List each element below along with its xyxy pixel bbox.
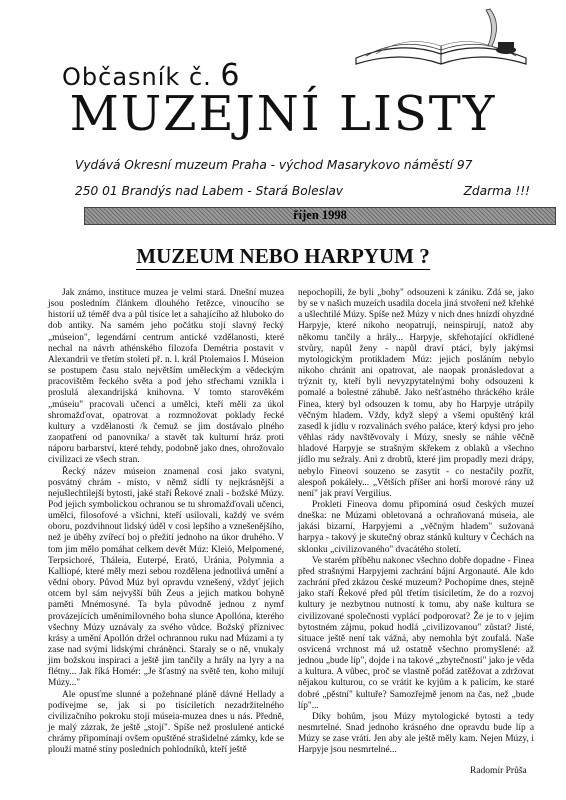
masthead-area	[0, 0, 566, 240]
paragraph: Jak známo, instituce muzea je velmi stará. Dnešní muzea jsou posledním článkem dlouhého řetězce, vinoucího se historií už téměř dva a půl tisíce let a sahajícího až hluboko do dob antiky. Na samém jeho počátku stojí slavný řecký „múseion", legendární centrum antické vzdělanosti, které nechal na návrh athénského filozofa Demétria postavit v Alexandrii ve třetím století př. n. l. král Ptolemaios I. Múseion se postupem času stalo největším uměleckým a vědeckým pracovištěm řeckého světa a pod jeho střechami vznikla i proslulá alexandrijská knihovna. V tomto starověkém „múseiu" pracovali učenci a umělci, kteří měli za úkol shromažďovat, opatrovat a rozmnožovat poklady řecké kultury a vzdělanosti /k čemuž se jim dostávalo plného zaopatření od panovníka/ a stavět tak kulturní hráz proti náporu barbarství, které tehdy, podobně jako dnes, ohrožovalo civilizaci ze všech stran.	[48, 288, 284, 466]
masthead-title: MUZEJNÍ LISTY	[69, 86, 497, 142]
paragraph: nepochopili, že byli „bohy" odsouzeni k zániku. Zdá se, jako by se v našich muzeích usadila docela jiná stvoření než křehké a ušlechtilé Múzy. Spíše než Múzy v nich dnes hnízdí ohyzdné Harpyje, které nikoho neopatrují, neinspirují, natož aby někomu tančily a hrály... Harpyje, skřehotající okřídlené stvůry, napůl ženy - napůl draví ptáci, byly jakýmsi mytologickým protikladem Múz: jejich posláním nebylo nikoho chránit ani opatrovat, ale naopak pronásledovat a trýznit ty, kteří byli nevyzpytatelnými bohy odsouzeni k pomalé a bolestné záhubě. Jako nešťastného thráckého krále Finea, který byl odsouzen k tomu, aby ho Harpyje utrápily věčným hladem. Vždy, když slepý a všemi opuštěný král zasedl k jídlu v rozvalinách svého paláce, který kdysi pro jeho věhlas rády navštěvovaly i Múzy, snesly se náhle věčně hladové Harpyje se strašným skřekem z oblaků a všechno jídlo mu sežraly. Ani z drobtů, které jim propadly mezi drápy, nebylo Fineovi souzeno se zasytit - co nestačily pozřít, alespoň pokáleły... „Větších příšer ani horší morové rány už není" jak praví Vergilius.	[298, 288, 534, 499]
article-title-text: MUZEUM NEBO HARPYUM ?	[136, 244, 430, 268]
issue-number: 6	[220, 58, 241, 93]
author-signature: Radomír Průša	[470, 766, 527, 776]
publisher-line: Vydává Okresní muzeum Praha - východ Masarykovo náměstí 97	[75, 158, 473, 172]
date-bar	[84, 207, 556, 225]
address-line	[75, 184, 530, 198]
price-label: Zdarma !!!	[463, 184, 530, 198]
paragraph: Díky bohům, jsou Múzy mytologické bytosti a tedy nesmrtelné. Snad jednoho krásného dne opravdu bude líp a Múzy se zase vrátí. Jen aby ale ještě měly kam. Nejen Múzy, i Harpyje jsou nesmrtelné...	[298, 711, 534, 756]
article-column-right	[298, 288, 534, 757]
issue-label-text: Občasník č.	[62, 63, 212, 91]
address-text: 250 01 Brandýs nad Labem - Stará Boleslav	[75, 184, 344, 198]
issue-date: říjen 1998	[293, 208, 347, 222]
paragraph: Ve starém příběhu nakonec všechno dobře dopadne - Finea před strašnými Harpyjemi zachrání bájní Argonauté. Ale kdo zachrání před zkázou české muzeum? Pochopíme dnes, stejně jako staří Řekové před půl třetím tisíciletím, že do a rozvoj kultury je nezbytnou nutností k tomu, aby naše kultura se civilizované společnosti vyplácí podporovat? Že je to v jejím bytostném zájmu, pokud hodlá „civilizovanou" zůstat? Jisté, situace ještě není tak vážná, aby nemohla být zoufalá. Naše osvícená vrchnost má už ostatně všechno promyšlené: až jednou „bude líp", dojde i na takové „zbytečnosti" jako je věda a kultura. A vůbec, proč se vlastně pořád zatěžovat a zdržovat nějakou kulturou, co se vrátit ke kyjům a k palicím, ke staré dobré „pěstní" kultuře? Samozřejmě jenom na čas, než „bude líp"...	[298, 555, 534, 711]
paragraph: Řecký název múseion znamenal cosi jako svatyni, posvátný chrám - místo, v němž sídlí ty nejkrásnější a nejušlechtilejší bytosti, jaké staří Řekové znali - božské Múzy. Pod jejich symbolickou ochranou se tu shromažďovali učenci, umělci, filosofové a všichni, kteří usilovali, každý ve svém oboru, pozdvihnout lidský úděl v cosi lepšího a vznešenějšího, než je úběhy zvířecí boj o přežití jednoho na úkor druhého. V tom jim mělo pomáhat celkem devět Múz: Kleió, Melpomené, Terpsichoré, Tháleia, Euterpé, Erató, Uránia, Polymnia a Kalliopé, které měly mezi sebou rozdělena jednotlivá umění a vědní obory. Původ Múz byl opravdu vznešený, vždyť jejich otcem byl sám nejvyšší bůh Zeus a jejich matkou bohyně paměti Mnémosyné. Ta byla původně jednou z nymf provázejících uměnímilovného boha slunce Apollóna, kterého všechny Múzy uznávaly za svého vůdce. Božský příznivec krásy a umění Apollón držel ochrannou ruku nad Múzami a ty zase nad svými lidskými chráněnci. Staraly se o ně, vnukaly jim božskou inspiraci a ještě jim tančily a hrály na lyry a na flétny... Jak říká Homér: „Je šťastný na světě ten, koho milují Múzy..."	[48, 466, 284, 689]
paragraph: Prokletí Fineova domu připomíná osud českých muzeí dneška: ne Múzami obletovaná a ochraňovaná múseia, ale jakási bizarní, Harpyjemi a „věčným hladem" sužovaná harpya - takový je skutečný obraz stánků kultury v Čechách na sklonku „civilizovaného" dvacátého století.	[298, 499, 534, 555]
article-title	[0, 244, 566, 269]
article-column-left	[48, 288, 284, 757]
paragraph: Ale opusťme slunné a požehnané pláně dávné Hellady a podívejme se, jak si po tisíciletích nezadržitelného civilizačního pokroku stojí múseia-muzea dnes u nás. Předně, je malý zázrak, že ještě „stojí". Spíše než proslulené antické chrámy připomínají ovšem opuštěné strašidelné zámky, kde se plouží matné stíny posledních pohlodníků, kteří ještě	[48, 689, 284, 756]
open-book-quill-icon	[346, 6, 536, 74]
